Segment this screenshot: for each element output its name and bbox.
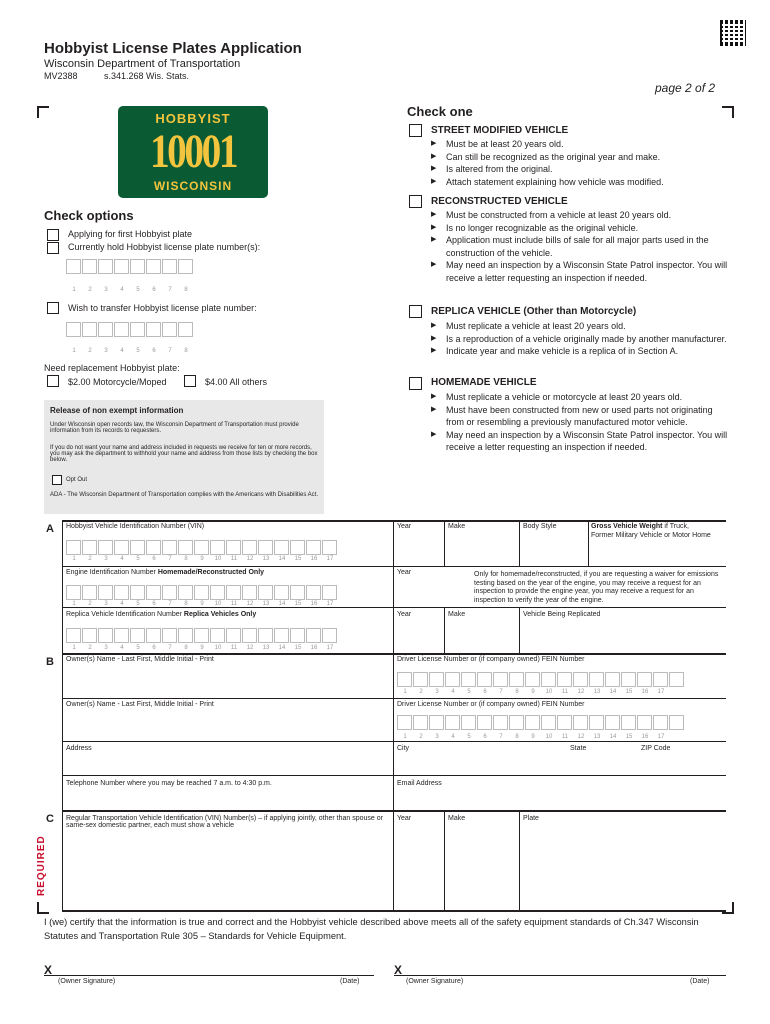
bullet: ▶ Must have been constructed from new or used parts not originating from or resembling a previously manufactured motor vehicle. <box>428 404 728 429</box>
reg-plate-label: Plate <box>523 815 539 822</box>
gvw-input[interactable] <box>590 542 724 565</box>
cell-index: 7 <box>499 734 503 740</box>
cell-index: 5 <box>136 601 140 607</box>
cell-index: 11 <box>230 556 238 562</box>
cell-index: 9 <box>200 601 204 607</box>
crop-mark <box>722 106 734 118</box>
owner-signature-label-1: (Owner Signature) <box>58 978 116 985</box>
phone-label: Telephone Number where you may be reached 7 a.m. to 4:30 p.m. <box>66 780 272 787</box>
grid-line <box>62 653 726 655</box>
city-label: City <box>397 745 410 752</box>
cell-index: 10 <box>545 689 553 695</box>
cell-index: 9 <box>531 734 535 740</box>
grid-line <box>444 810 445 910</box>
cell-index: 9 <box>200 556 204 562</box>
bullet: ▶ May need an inspection by a Wisconsin State Patrol inspector. You will receive a letter requesting an inspection if needed. <box>428 429 728 454</box>
replica-prefix: Replica Vehicle Identification Number <box>66 611 184 618</box>
gvw-label <box>591 523 689 530</box>
cell-index: 6 <box>152 287 156 293</box>
plate-bottom-text: WISCONSIN <box>153 179 233 193</box>
cell-index: 17 <box>326 645 334 651</box>
cell-index: 15 <box>294 645 302 651</box>
opt-out-checkbox[interactable] <box>52 475 62 485</box>
grid-line <box>62 607 726 608</box>
grid-line <box>62 698 726 699</box>
check-one-title: Check one <box>407 104 473 119</box>
cell-index: 8 <box>184 645 188 651</box>
plate-number: 10001 <box>149 125 237 178</box>
date-label-2: (Date) <box>690 978 710 985</box>
cell-index-row <box>66 348 194 354</box>
replica-vin-input[interactable] <box>66 628 338 643</box>
cell-index: 11 <box>230 601 238 607</box>
cell-index: 15 <box>294 601 302 607</box>
transfer-label: Wish to transfer Hobbyist license plate number: <box>68 303 257 313</box>
replacement-other-checkbox[interactable] <box>184 375 196 387</box>
cell-index: 17 <box>657 734 665 740</box>
cell-index: 10 <box>214 556 222 562</box>
department-name: Wisconsin Department of Transportation <box>44 58 241 70</box>
homemade-title: HOMEMADE VEHICLE <box>431 377 537 388</box>
gvw-rest: if Truck, <box>662 523 689 530</box>
page-title: Hobbyist License Plates Application <box>44 40 302 57</box>
cell-index: 13 <box>262 601 270 607</box>
replica-year-label: Year <box>397 611 412 618</box>
cell-index: 1 <box>72 601 76 607</box>
replica-title: REPLICA VEHICLE (Other than Motorcycle) <box>431 306 637 317</box>
grid-line <box>62 910 726 912</box>
cell-index: 3 <box>104 287 108 293</box>
cell-index: 2 <box>419 734 423 740</box>
cell-index: 5 <box>136 556 140 562</box>
cell-index: 1 <box>403 689 407 695</box>
bullet: ▶ Must replicate a vehicle or motorcycle at least 20 years old. <box>428 391 728 404</box>
currently-hold-label: Currently hold Hobbyist license plate number(s): <box>68 242 261 252</box>
cell-index: 16 <box>310 645 318 651</box>
cell-index: 6 <box>152 601 156 607</box>
grid-line <box>62 775 726 776</box>
body-style-label: Body Style <box>523 523 557 530</box>
cell-index: 10 <box>545 734 553 740</box>
cell-index: 15 <box>625 734 633 740</box>
cell-index-row <box>397 734 669 740</box>
replacement-moto-label: $2.00 Motorcycle/Moped <box>68 377 167 387</box>
zip-label: ZIP Code <box>641 745 671 752</box>
cell-index: 13 <box>262 645 270 651</box>
cell-index: 13 <box>262 556 270 562</box>
dl2-label: Driver License Number or (if company owned) FEIN Number <box>397 701 585 708</box>
cell-index: 4 <box>120 645 124 651</box>
cell-index: 4 <box>120 348 124 354</box>
cell-index: 2 <box>88 645 92 651</box>
release-title: Release of non exempt information <box>50 406 184 415</box>
cell-index: 6 <box>483 734 487 740</box>
cell-index-row <box>66 287 194 293</box>
bullet: ▶ Must be constructed from a vehicle at least 20 years old. <box>428 209 728 222</box>
crop-mark <box>37 106 49 118</box>
cell-index: 16 <box>310 601 318 607</box>
make-label: Make <box>448 523 466 530</box>
replica-make-label: Make <box>448 611 466 618</box>
cell-index: 2 <box>88 601 92 607</box>
cell-index: 2 <box>88 556 92 562</box>
cell-index: 7 <box>168 645 172 651</box>
reconstructed-bullets <box>428 209 728 284</box>
cell-index: 11 <box>230 645 238 651</box>
cell-index: 7 <box>168 348 172 354</box>
signature-x-2: X <box>394 963 403 977</box>
statute: s.341.268 Wis. Stats. <box>104 71 190 81</box>
cell-index: 1 <box>72 645 76 651</box>
reconstructed-checkbox[interactable] <box>409 195 422 208</box>
barcode-overlay <box>722 22 744 44</box>
engine-label <box>66 569 264 576</box>
cell-index: 10 <box>214 645 222 651</box>
replacement-other-label: $4.00 All others <box>205 377 268 387</box>
replacement-label: Need replacement Hobbyist plate: <box>44 363 180 373</box>
cell-index: 10 <box>214 601 222 607</box>
cell-index: 14 <box>278 556 286 562</box>
gvw-bold: Gross Vehicle Weight <box>591 523 663 530</box>
grid-line <box>588 520 589 566</box>
cell-index: 7 <box>168 287 172 293</box>
cell-index: 12 <box>246 556 254 562</box>
signature-line-2[interactable] <box>394 975 726 976</box>
cell-index: 12 <box>246 601 254 607</box>
cell-index: 3 <box>104 556 108 562</box>
transfer-checkbox[interactable] <box>47 302 59 314</box>
cell-index: 5 <box>136 287 140 293</box>
cell-index: 4 <box>451 734 455 740</box>
cell-index: 1 <box>403 734 407 740</box>
bullet: ▶ Is no longer recognizable as the original vehicle. <box>428 222 728 235</box>
opt-out-label: Opt Out <box>66 477 88 483</box>
ada-statement: ADA - The Wisconsin Department of Transportation complies with the Americans with Disabilities Act. <box>50 492 318 498</box>
transfer-plate-input[interactable] <box>66 322 194 337</box>
cell-index: 14 <box>278 601 286 607</box>
reg-year-label: Year <box>397 815 412 822</box>
engine-year-label: Year <box>397 569 412 576</box>
cell-index: 4 <box>120 287 124 293</box>
body-style-input[interactable] <box>521 533 587 565</box>
grid-line <box>62 810 726 812</box>
email-label: Email Address <box>397 780 442 787</box>
cell-index: 5 <box>467 689 471 695</box>
homemade-bullets <box>428 391 728 454</box>
grid-line <box>62 566 726 567</box>
first-plate-label: Applying for first Hobbyist plate <box>68 229 193 239</box>
cell-index: 1 <box>72 287 76 293</box>
release-p1: Under Wisconsin open records law, the Wisconsin Department of Transportation must provide information from its records to requesters. <box>50 422 299 434</box>
grid-line <box>62 520 63 910</box>
vin-input[interactable] <box>66 540 338 555</box>
bullet: ▶ May need an inspection by a Wisconsin State Patrol inspector. You will receive a letter requesting an inspection if needed. <box>428 259 728 284</box>
cell-index: 6 <box>483 689 487 695</box>
cell-index: 3 <box>435 689 439 695</box>
bullet: ▶ Application must include bills of sale for all major parts used in the construction of the vehicle. <box>428 234 728 259</box>
cell-index-row <box>66 645 338 651</box>
cell-index: 1 <box>72 556 76 562</box>
cell-index: 12 <box>246 645 254 651</box>
bullet: ▶ Can still be recognized as the original year and make. <box>428 151 728 164</box>
cell-index: 5 <box>136 348 140 354</box>
cell-index: 14 <box>278 645 286 651</box>
reg-vin-label: Regular Transportation Vehicle Identification (VIN) Number(s) – if applying jointly, other than spouse or same-sex domestic partner, each must show a vehicle <box>66 815 383 829</box>
owner2-label: Owner(s) Name - Last First, Middle Initial - Print <box>66 701 214 708</box>
bullet: ▶ Is a reproduction of a vehicle originally made by another manufacturer. <box>428 333 728 346</box>
dl1-label: Driver License Number or (if company owned) FEIN Number <box>397 656 585 663</box>
grid-line <box>444 520 445 566</box>
cell-index: 16 <box>641 689 649 695</box>
section-b-letter: B <box>46 656 54 668</box>
grid-line <box>519 810 520 910</box>
date-label-1: (Date) <box>340 978 360 985</box>
cell-index: 7 <box>168 556 172 562</box>
current-plate-input[interactable] <box>66 259 194 274</box>
cell-index: 16 <box>641 734 649 740</box>
cell-index: 4 <box>451 689 455 695</box>
bullet: ▶ Is altered from the original. <box>428 163 728 176</box>
cell-index: 1 <box>72 348 76 354</box>
cell-index: 11 <box>561 689 569 695</box>
dl1-input[interactable] <box>397 672 685 687</box>
state-label: State <box>570 745 587 752</box>
cell-index: 13 <box>593 689 601 695</box>
cell-index: 4 <box>120 556 124 562</box>
cell-index-row <box>397 689 669 695</box>
cell-index: 8 <box>184 348 188 354</box>
vin-label: Hobbyist Vehicle Identification Number (VIN) <box>66 523 205 530</box>
cell-index: 8 <box>184 601 188 607</box>
cell-index: 6 <box>152 348 156 354</box>
replica-bullets <box>428 320 728 358</box>
cell-index-row <box>66 556 338 562</box>
street-modified-title: STREET MODIFIED VEHICLE <box>431 125 569 136</box>
hobbyist-plate-image <box>118 106 268 198</box>
replica-bold: Replica Vehicles Only <box>183 611 257 618</box>
grid-line <box>519 607 520 653</box>
cell-index: 16 <box>310 556 318 562</box>
signature-x-1: X <box>44 963 53 977</box>
cell-index: 6 <box>152 556 156 562</box>
cell-index: 15 <box>625 689 633 695</box>
street-modified-bullets <box>428 138 728 188</box>
release-p2: If you do not want your name and address included in requests we receive for ten or more records, you may ask the department to withhold your name and address from those lists by checking the box below. <box>50 445 318 463</box>
street-modified-checkbox[interactable] <box>409 124 422 137</box>
cell-index: 5 <box>136 645 140 651</box>
homemade-checkbox[interactable] <box>409 377 422 390</box>
engine-prefix: Engine Identification Number <box>66 569 158 576</box>
crop-mark <box>722 902 734 914</box>
bullet: ▶ Must replicate a vehicle at least 20 years old. <box>428 320 728 333</box>
cell-index: 15 <box>294 556 302 562</box>
cell-index: 3 <box>104 348 108 354</box>
cell-index: 8 <box>184 287 188 293</box>
cell-index: 5 <box>467 734 471 740</box>
reg-make-label: Make <box>448 815 466 822</box>
replica-checkbox[interactable] <box>409 305 422 318</box>
plate-top-text: HOBBYIST <box>155 111 231 126</box>
section-a-top-line <box>62 520 726 522</box>
grid-line <box>393 520 394 910</box>
cell-index: 17 <box>657 689 665 695</box>
cell-index: 2 <box>419 689 423 695</box>
cell-index-row <box>66 601 338 607</box>
waiver-note: Only for homemade/reconstructed, if you are requesting a waiver for emissions testing based on the year of the engine, you may receive a request for an inspection to provide the engine year, you may receive a request for an inspection to verify the year of the engine. <box>474 571 719 604</box>
cell-index: 7 <box>168 601 172 607</box>
cell-index: 9 <box>531 689 535 695</box>
year-input[interactable] <box>395 533 443 565</box>
grid-line <box>519 520 520 566</box>
cell-index: 6 <box>152 645 156 651</box>
cell-index: 8 <box>184 556 188 562</box>
signature-line-1[interactable] <box>44 975 374 976</box>
release-info-box <box>44 400 324 514</box>
cell-index: 12 <box>577 734 585 740</box>
gvw-label-line2: Former Military Vehicle or Motor Home <box>591 532 711 539</box>
owner-signature-label-2: (Owner Signature) <box>406 978 464 985</box>
grid-line <box>62 741 726 742</box>
cell-index: 2 <box>88 287 92 293</box>
dl2-input[interactable] <box>397 715 685 730</box>
section-a-letter: A <box>46 523 54 535</box>
cell-index: 17 <box>326 601 334 607</box>
grid-line <box>444 607 445 653</box>
engine-input[interactable] <box>66 585 338 600</box>
cell-index: 2 <box>88 348 92 354</box>
cell-index: 14 <box>609 734 617 740</box>
required-label: REQUIRED <box>36 835 47 896</box>
bullet: ▶ Attach statement explaining how vehicle was modified. <box>428 176 728 189</box>
make-input[interactable] <box>446 533 518 565</box>
certification-text: I (we) certify that the information is true and correct and the Hobbyist vehicle described above meets all of the safety equipment standards of Ch.347 Wisconsin Statutes and Transportation Rule 305 – Standards for Vehicle Equipment. <box>44 917 699 941</box>
cell-index: 14 <box>609 689 617 695</box>
owner1-label: Owner(s) Name - Last First, Middle Initial - Print <box>66 656 214 663</box>
engine-bold: Homemade/Reconstructed Only <box>157 569 265 576</box>
bullet: ▶ Indicate year and make vehicle is a replica of in Section A. <box>428 345 728 358</box>
replacement-moto-checkbox[interactable] <box>47 375 59 387</box>
cell-index: 9 <box>200 645 204 651</box>
cell-index: 4 <box>120 601 124 607</box>
bullet: ▶ Must be at least 20 years old. <box>428 138 728 151</box>
cell-index: 17 <box>326 556 334 562</box>
check-options-title: Check options <box>44 208 134 223</box>
first-plate-checkbox[interactable] <box>47 229 59 241</box>
replica-vin-label <box>66 611 256 618</box>
cell-index: 8 <box>515 689 519 695</box>
cell-index: 7 <box>499 689 503 695</box>
cell-index: 13 <box>593 734 601 740</box>
cell-index: 8 <box>515 734 519 740</box>
year-label: Year <box>397 523 412 530</box>
section-c-letter: C <box>46 813 54 825</box>
cell-index: 11 <box>561 734 569 740</box>
cell-index: 12 <box>577 689 585 695</box>
cell-index: 3 <box>435 734 439 740</box>
address-label: Address <box>66 745 92 752</box>
form-number: MV2388 <box>44 71 78 81</box>
vehicle-replicated-label: Vehicle Being Replicated <box>523 611 601 618</box>
crop-mark <box>37 902 49 914</box>
cell-index: 3 <box>104 645 108 651</box>
currently-hold-checkbox[interactable] <box>47 242 59 254</box>
page-indicator: page 2 of 2 <box>655 81 716 95</box>
cell-index: 3 <box>104 601 108 607</box>
reconstructed-title: RECONSTRUCTED VEHICLE <box>431 196 568 207</box>
